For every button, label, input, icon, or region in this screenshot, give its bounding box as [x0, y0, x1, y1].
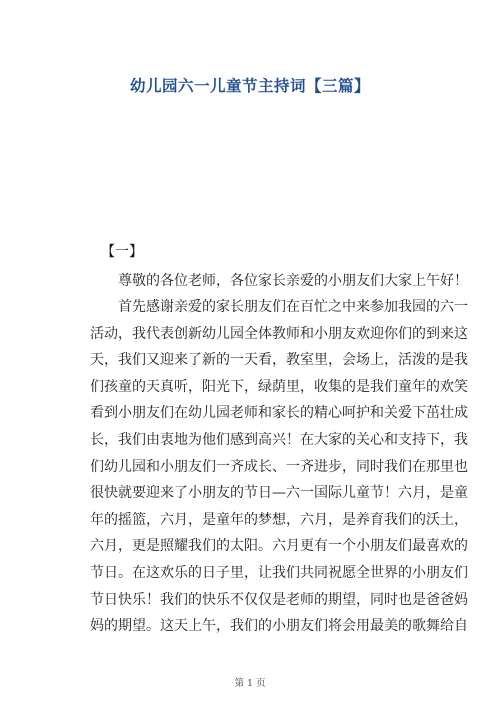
body-line: 节日快乐！我们的快乐不仅仅是老师的期望，同时也是爸爸妈: [90, 591, 468, 608]
body-line: 很快就要迎来了小朋友的节日—六一国际儿童节！六月，是童: [90, 485, 468, 502]
body-line: 长，我们由衷地为他们感到高兴！在大家的关心和支持下，我: [90, 431, 468, 448]
greeting-paragraph: 尊敬的各位老师，各位家长亲爱的小朋友们大家上午好！: [118, 273, 468, 289]
body-line: 年的摇篮，六月，是童年的梦想，六月，是养育我们的沃土，: [90, 511, 468, 528]
body-line: 看到小朋友们在幼儿园老师和家长的精心呵护和关爱下茁壮成: [90, 405, 468, 422]
section-heading: 【一】: [101, 244, 143, 260]
body-line: 节日。在这欢乐的日子里，让我们共同祝愿全世界的小朋友们: [90, 564, 468, 581]
body-line: 天，我们又迎来了新的一天看，教室里，会场上，活泼的是我: [90, 352, 468, 369]
page-number-footer: 第 1 页: [234, 678, 266, 689]
body-paragraph: [90, 294, 468, 640]
body-line: 妈的期望。这天上午，我们的小朋友们将会用最美的歌舞给自: [90, 618, 468, 635]
body-line: 活动，我代表创新幼儿园全体教师和小朋友欢迎你们的到来这: [90, 325, 468, 342]
body-line: 们孩童的天真听，阳光下，绿荫里，收集的是我们童年的欢笑: [90, 378, 468, 395]
body-line: 首先感谢亲爱的家长朋友们在百忙之中来参加我园的六一: [118, 299, 468, 315]
document-title: 幼儿园六一儿童节主持词【三篇】: [129, 77, 370, 95]
body-line: 们幼儿园和小朋友们一齐成长、一齐进步，同时我们在那里也: [90, 458, 468, 475]
body-line: 六月，更是照耀我们的太阳。六月更有一个小朋友们最喜欢的: [90, 538, 468, 555]
